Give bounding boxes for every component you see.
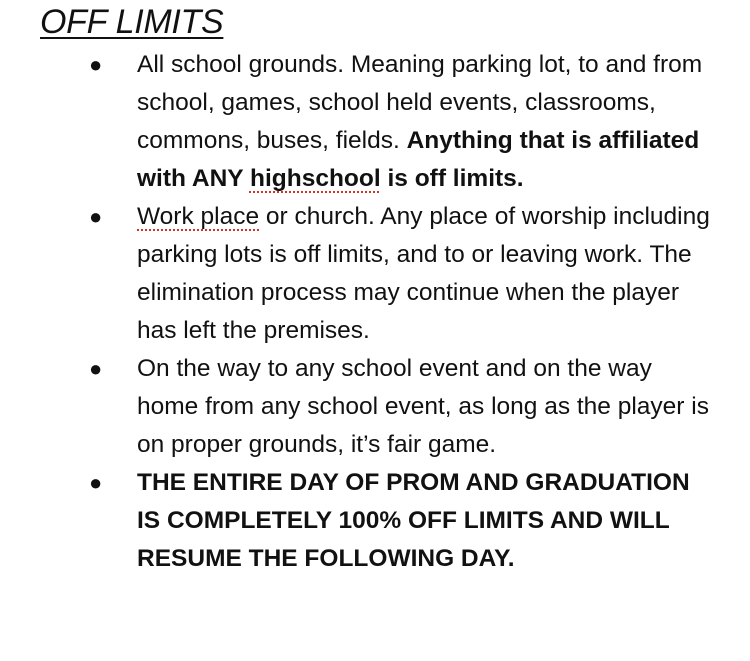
- item-text: All school grounds. Meaning parking lot, to and from school, games, school held events, classrooms, commons, buses, fields.: [137, 51, 703, 154]
- item-bold-text: THE ENTIRE DAY OF PROM AND GRADUATION IS COMPLETELY 100% OFF LIMITS AND WILL RESUME THE FOLLOWING DAY.: [137, 469, 690, 572]
- item-bold-text: Anything that is affiliated with ANY: [137, 127, 700, 192]
- bullet-icon: ●: [89, 356, 103, 381]
- list-item-work-church: [0, 198, 712, 350]
- off-limits-list: [0, 46, 750, 578]
- bullet-icon: ●: [89, 204, 103, 229]
- list-item-prom-graduation: [0, 464, 712, 578]
- item-text: or church. Any place of worship including parking lots is off limits, and to or leaving work. The elimination process may continue when the player has left the premises.: [137, 203, 710, 344]
- bullet-icon: ●: [89, 52, 103, 77]
- item-text: On the way to any school event and on the way home from any school event, as long as the player is on proper grounds, it’s fair game.: [137, 355, 709, 458]
- list-item-school-event: [0, 350, 712, 464]
- spellcheck-word[interactable]: Work place: [137, 203, 260, 230]
- bullet-icon: ●: [89, 470, 103, 495]
- item-bold-text: is off limits.: [380, 165, 524, 192]
- spellcheck-word[interactable]: highschool: [249, 165, 381, 192]
- section-heading: OFF LIMITS: [40, 3, 224, 41]
- list-item-school-grounds: [0, 46, 712, 198]
